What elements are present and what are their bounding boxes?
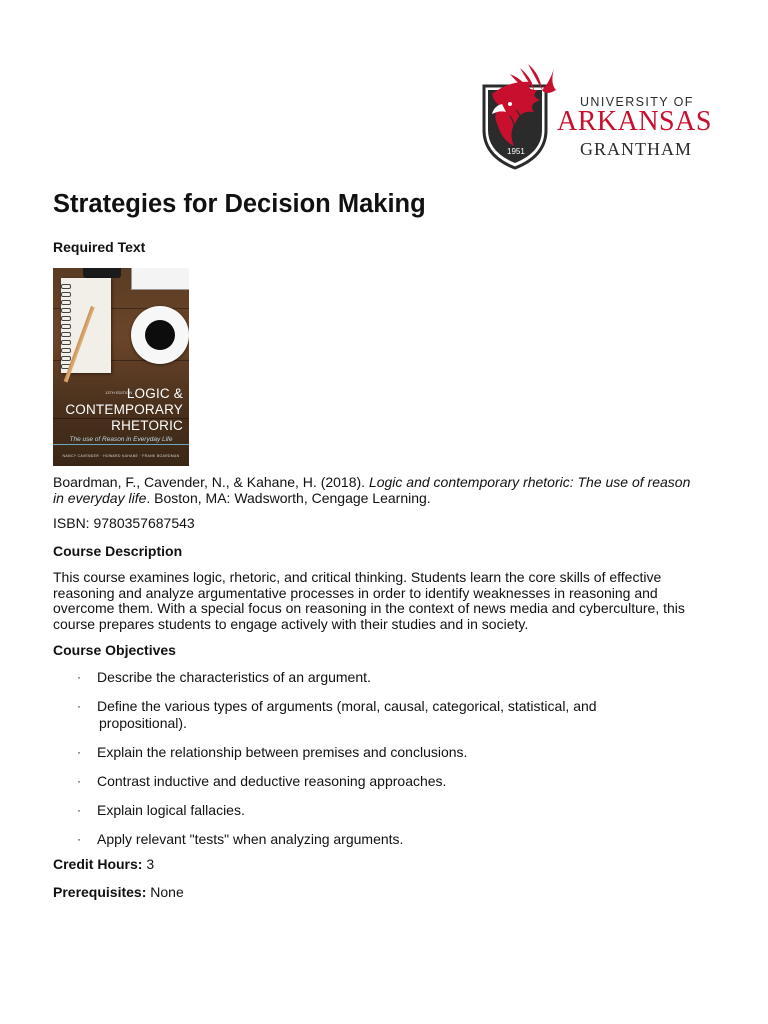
logo-grantham: GRANTHAM	[580, 139, 693, 159]
list-item: · Explain the relationship between premises and conclusions.	[77, 744, 468, 760]
list-item: · Define the various types of arguments (moral, causal, categorical, statistical, and propositional).	[77, 698, 597, 731]
credit-hours-value: 3	[142, 856, 155, 872]
prerequisites	[53, 884, 184, 900]
page-title: Strategies for Decision Making	[53, 190, 426, 218]
citation-title: Logic and contemporary rhetoric: The use of reason in everyday life	[53, 474, 691, 506]
logo-university-of: UNIVERSITY OF	[580, 95, 694, 109]
cover-title-line: RHETORIC	[111, 418, 183, 433]
cover-edition: 13TH EDITION	[105, 390, 133, 395]
university-logo	[480, 60, 720, 172]
coffee-cup-icon	[131, 306, 189, 364]
list-item: · Apply relevant "tests" when analyzing arguments.	[77, 831, 404, 847]
book-cover-image	[53, 268, 189, 466]
credit-hours-label: Credit Hours:	[53, 856, 143, 872]
list-item: · Explain logical fallacies.	[77, 802, 245, 818]
objectives-list	[53, 669, 718, 860]
course-objectives-heading: Course Objectives	[53, 642, 176, 658]
credit-hours	[53, 856, 154, 872]
cover-authors: NANCY CAVENDER · HOWARD KAHANE · FRANK BOARDMAN	[62, 454, 180, 458]
citation-publisher: . Boston, MA: Wadsworth, Cengage Learning.	[146, 489, 431, 506]
citation	[53, 475, 703, 506]
isbn: ISBN: 9780357687543	[53, 515, 195, 531]
course-description-heading: Course Description	[53, 543, 183, 559]
list-item: · Describe the characteristics of an argument.	[77, 669, 371, 685]
cover-title-line: CONTEMPORARY	[65, 402, 183, 417]
cover-subtitle: The use of Reason in Everyday Life	[69, 436, 173, 443]
prerequisites-value: None	[146, 884, 184, 900]
logo-arkansas: ARKANSAS	[557, 106, 712, 137]
phone-icon	[83, 268, 121, 278]
cover-title	[53, 386, 183, 434]
citation-authors: Boardman, F., Cavender, N., & Kahane, H. (2018).	[53, 474, 369, 490]
list-item: · Contrast inductive and deductive reasoning approaches.	[77, 773, 447, 789]
required-text-heading: Required Text	[53, 239, 146, 255]
cover-title-line: LOGIC &	[126, 386, 183, 401]
course-description-text: This course examines logic, rhetoric, and critical thinking. Students learn the core skills of effective reasoning and analyze argumentative processes in order to identify weaknesses in reasoning and overcome them. With a special focus on reasoning in the context of news media and cyberculture, this course prepares students to engage actively with their studies and in society.	[53, 569, 685, 632]
tablet-icon	[131, 268, 189, 290]
logo-year: 1951	[507, 147, 525, 156]
prerequisites-label: Prerequisites:	[53, 884, 147, 900]
